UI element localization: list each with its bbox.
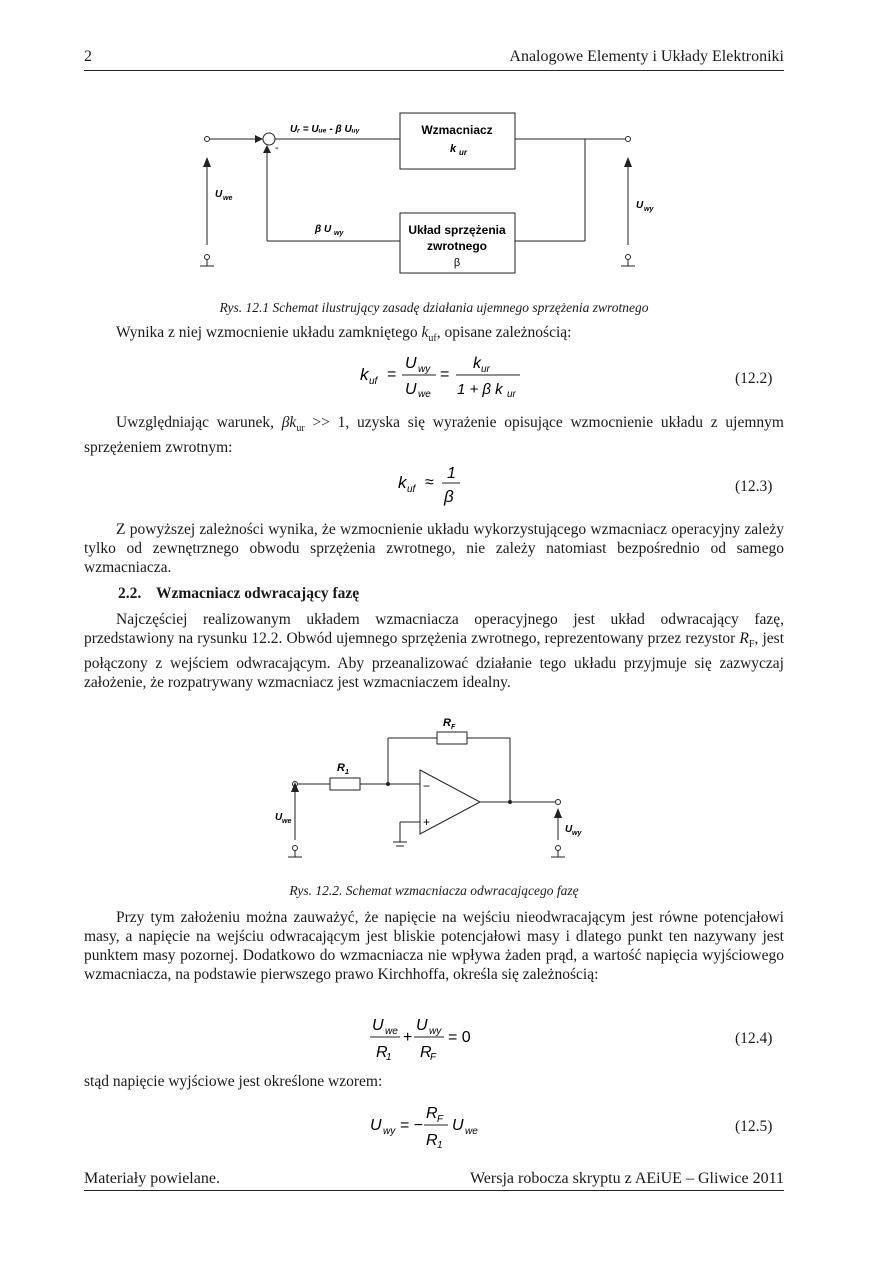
svg-text:+: + [403,1029,413,1046]
svg-text:=: = [440,366,450,383]
feedback-block-beta: β [453,257,461,269]
svg-text:R: R [420,1044,432,1061]
arrow-icon [203,157,211,167]
svg-text:k: k [473,355,481,372]
feedback-signal-sub: wy [334,230,344,237]
page-number: 2 [84,48,92,65]
svg-text:ur: ur [507,389,516,398]
arrow-icon [624,157,632,167]
output-voltage-sub: wy [572,830,582,837]
paragraph-5: Przy tym założeniu można zauważyć, że napięcie na wejściu nieodwracającym jest równe potencjałowi masy, a napięcie na wejściu odwracającym jest bliskie potencjałowi masy i dlatego punkt ten nazywany jest punktem masy pozornej. Dodatkowo do wzmacniacza nie wpływa żaden prąd, a wartość napięcia wyjściowego wzmacniacza, na podstawie pierwszego prawo Kirchhoffa, określa się zależnością: [84,909,784,983]
equation-number-12-5: (12.5) [735,1118,773,1135]
footer-left: Materiały powielane. [84,1170,220,1187]
svg-text:ur: ur [481,364,490,375]
svg-text:we: we [418,389,431,398]
paragraph-4: Najczęściej realizowanym układem wzmacniacza operacyjnego jest układ odwracający fazę, przedstawiony na rysunku 12.2. Obwód ujemnego sprzężenia zwrotnego, reprezentowany przez rezystor $R_F$, jest połączony z wejściem odwracającym. Aby przeanalizować działanie tego układu przyjmuje się zazwyczaj założenie, że rozpatrywany wzmacniacz jest wzmacniaczem idealny. [84,611,784,692]
section-heading: 2.2. Wzmacniacz odwracający fazę [118,585,360,602]
paragraph-6: stąd napięcie wyjściowe jest określone wzorem: [84,1073,383,1090]
svg-text:F: F [437,1114,444,1125]
output-voltage-sub: wy [644,206,654,213]
equation-number-12-2: (12.2) [735,370,773,387]
running-title: Analogowe Elementy i Układy Elektroniki [509,48,784,65]
resistor-rf [437,732,467,744]
equation-12-3 [398,460,478,506]
paragraph-3: Z powyższej zależności wynika, że wzmocnienie układu wykorzystującego wzmacniacz operacyjny zależy tylko od zewnętrznego obwodu sprzężenia zwrotnego, nie zależy natomiast bezpośrednio od samego wzmacniacza. [84,521,784,576]
error-signal-label: Uᵣ = Uᵤₑ - β Uᵤᵧ [290,124,360,135]
equation-number-12-4: (12.4) [735,1030,773,1047]
output-voltage-label: U [565,824,573,835]
svg-text:≈: ≈ [425,474,434,491]
paragraph-1: Wynika z niej wzmocnienie układu zamkniętego $k_{uf}$, opisane zależnością: [116,324,572,345]
minus-sign: - [275,142,279,154]
output-terminal [556,800,561,805]
input-terminal [205,137,210,142]
svg-text:R: R [376,1044,388,1061]
input-voltage-label: U [275,812,283,823]
page-header [84,48,784,71]
summing-junction [263,133,275,145]
svg-text:k: k [360,365,369,384]
svg-text:U: U [405,381,417,398]
svg-text:R: R [426,1105,438,1122]
svg-text:k: k [398,473,407,492]
svg-text:F: F [430,1052,437,1063]
svg-text:= 0: = 0 [448,1029,471,1046]
svg-text:U: U [452,1117,464,1134]
amplifier-block [400,113,515,169]
arrow-icon [263,145,271,153]
svg-text:1: 1 [437,1140,443,1151]
svg-text:we: we [465,1126,478,1137]
amplifier-gain-sub: ur [459,148,467,157]
paragraph-2: Uwzględniając warunek, $\beta k_{ur} >> 1$, uzyska się wyrażenie opisujące wzmocnienie układu z ujemnym sprzężeniem zwrotnym: [84,414,784,457]
equation-number-12-3: (12.3) [735,478,773,495]
arrow-icon [554,808,562,818]
amplifier-title: Wzmacniacz [421,123,493,137]
svg-text:U: U [416,1017,428,1034]
r1-label: R [337,762,345,774]
footer-right: Wersja robocza skryptu z AEiUE – Gliwice 2011 [469,1170,784,1187]
svg-text:uf: uf [407,484,416,495]
svg-text:U: U [370,1117,382,1134]
svg-text:1: 1 [386,1052,392,1063]
svg-text:β: β [444,487,454,506]
noninverting-input-sign: + [423,815,431,829]
svg-text:=: = [387,366,397,383]
figure2-caption: Rys. 12.2. Schemat wzmacniacza odwracającego fazę [289,883,579,898]
svg-text:U: U [405,355,417,372]
figure-feedback-block-diagram [195,105,655,285]
figure-inverting-amplifier [265,712,595,867]
svg-text:U: U [372,1017,384,1034]
equation-12-4 [370,1012,480,1064]
equation-12-2 [360,352,540,398]
page-footer [84,1170,784,1191]
svg-text:R: R [426,1132,438,1149]
equation-12-5 [370,1100,490,1152]
feedback-signal-label: β U [315,224,332,235]
output-voltage-label: U [636,200,644,211]
svg-text:= −: = − [400,1117,424,1134]
r1-sub: 1 [345,769,349,776]
svg-text:1: 1 [447,465,456,482]
input-voltage-sub: we [223,195,233,202]
svg-text:uf: uf [369,376,378,387]
svg-text:1 + β k: 1 + β k [457,381,503,398]
arrow-icon [255,135,263,143]
input-voltage-sub: we [282,818,292,825]
resistor-r1 [330,778,360,790]
rf-sub: F [451,724,456,731]
figure1-caption: Rys. 12.1 Schemat ilustrujący zasadę działania ujemnego sprzężenia zwrotnego [219,300,649,315]
svg-text:wy: wy [429,1026,442,1037]
feedback-block-line2: zwrotnego [427,239,487,253]
output-terminal [626,137,631,142]
svg-text:we: we [385,1026,398,1037]
svg-text:wy: wy [383,1126,396,1137]
input-voltage-label: U [215,189,223,200]
svg-text:wy: wy [418,364,431,375]
feedback-block-line1: Układ sprzężenia [408,223,506,237]
amplifier-gain: k [449,143,457,155]
inverting-input-sign: − [423,779,431,793]
rf-label: R [443,717,451,729]
